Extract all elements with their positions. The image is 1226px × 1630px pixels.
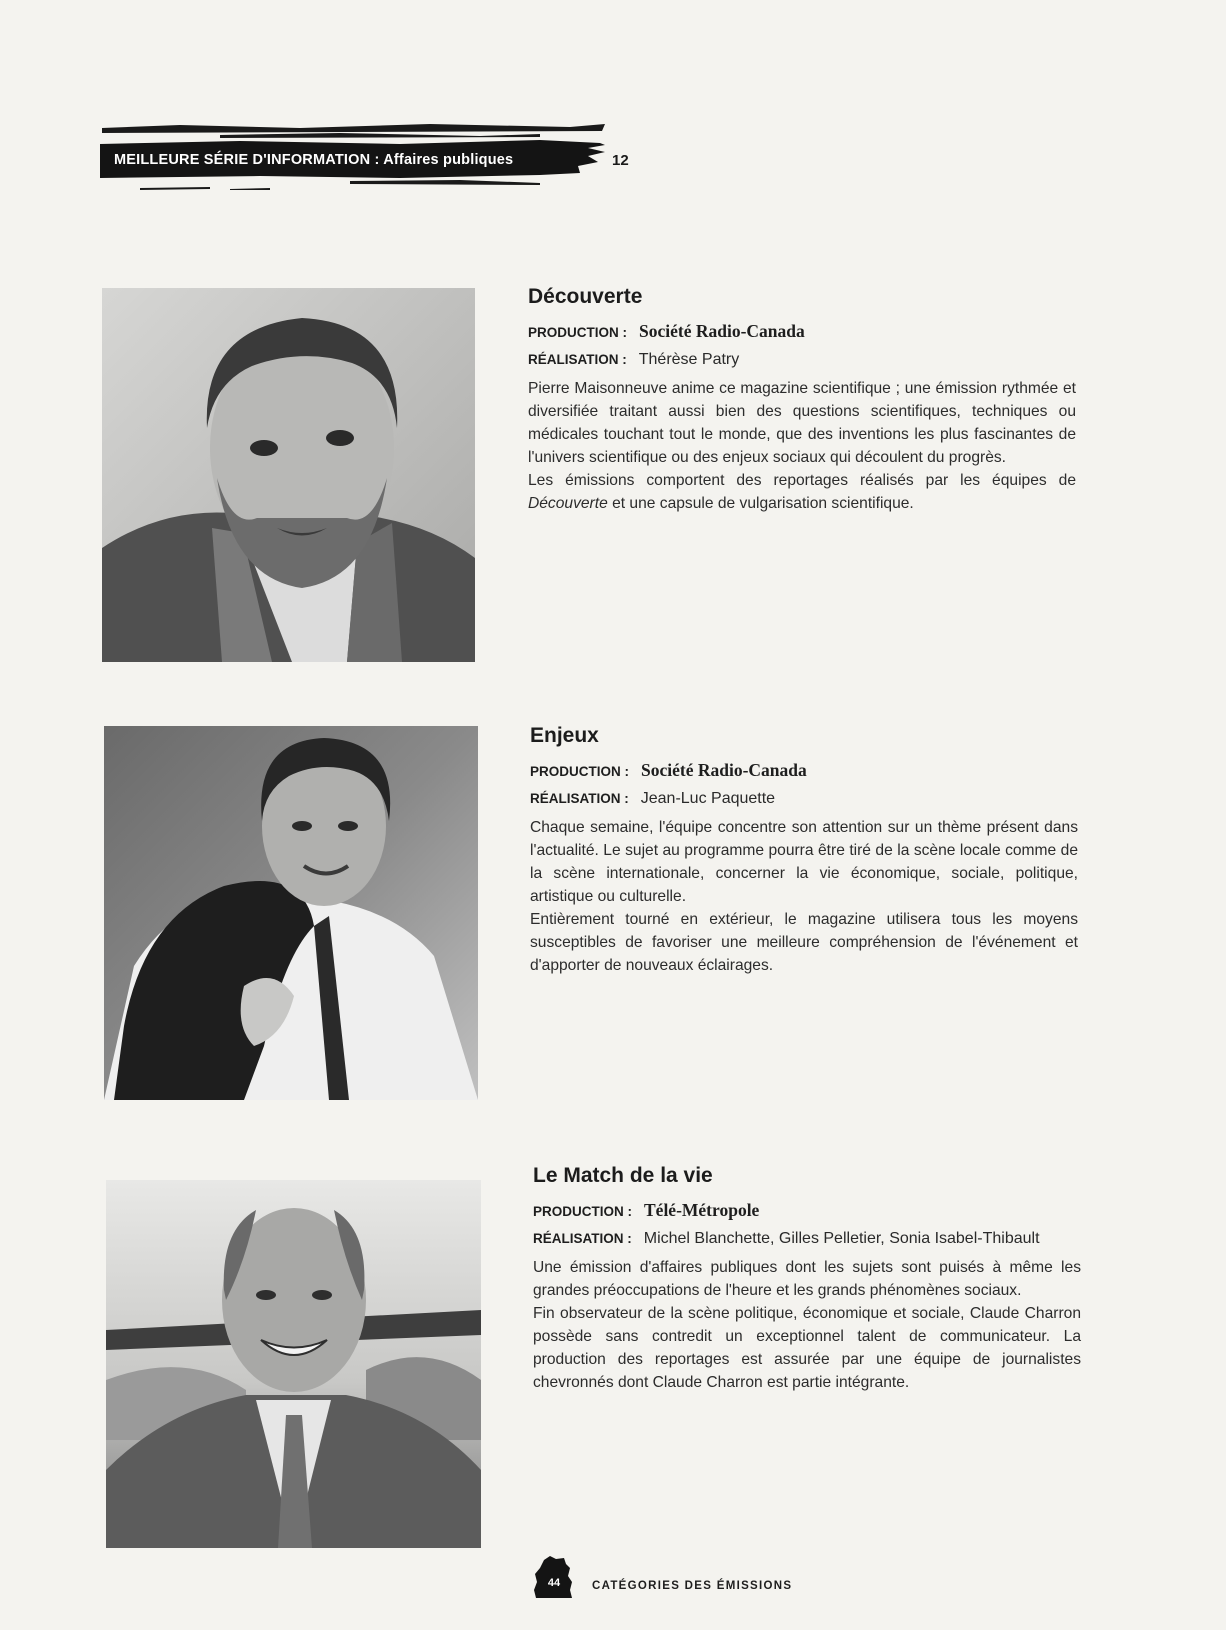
realisation-credit bbox=[533, 1225, 1081, 1252]
description-paragraph: Pierre Maisonneuve anime ce magazine scientifique ; une émission rythmée et diversifiée traitant aussi bien des questions scientifiques, techniques ou médicales touchant tout le monde, que des inventions les plus fascinantes de l'univers scientifique ou des enjeux sociaux qui découlent du progrès. bbox=[528, 380, 1076, 466]
entry-le-match-de-la-vie bbox=[533, 1163, 1081, 1394]
entry-decouverte bbox=[528, 284, 1076, 515]
entry-title: Enjeux bbox=[530, 724, 599, 747]
description-paragraph bbox=[528, 469, 1076, 515]
section-title: MEILLEURE SÉRIE D'INFORMATION : Affaires publiques bbox=[114, 152, 514, 168]
portrait-photo-enjeux bbox=[104, 726, 478, 1100]
production-label: PRODUCTION : bbox=[528, 325, 627, 340]
realisation-credit bbox=[530, 785, 1078, 812]
production-credit bbox=[528, 318, 1076, 346]
description-paragraph: Fin observateur de la scène politique, économique et sociale, Claude Charron possède sans contredit un exceptionnel talent de communicateur. La production des reportages est assurée par une équipe de journalistes chevronnés dont Claude Charron est partie intégrante. bbox=[533, 1305, 1081, 1391]
paragraph-lead: Les émissions comportent des reportages réalisés par les équipes de bbox=[528, 472, 1076, 489]
production-credit bbox=[530, 757, 1078, 785]
production-label: PRODUCTION : bbox=[533, 1204, 632, 1219]
realisation-label: RÉALISATION : bbox=[530, 791, 629, 806]
description-paragraph: Chaque semaine, l'équipe concentre son attention sur un thème présent dans l'actualité. Le sujet au programme pourra être tiré de la scène locale comme de la scène internationale, concerner la vie économique, sociale, politique, artistique ou culturelle. bbox=[530, 819, 1078, 905]
section-number: 12 bbox=[612, 152, 629, 169]
entry-title: Le Match de la vie bbox=[533, 1164, 713, 1187]
entry-description bbox=[528, 377, 1076, 515]
portrait-photo-le-match-de-la-vie bbox=[106, 1180, 481, 1548]
production-value: Télé-Métropole bbox=[644, 1200, 760, 1220]
page-number: 44 bbox=[547, 1577, 561, 1589]
entry-title: Découverte bbox=[528, 285, 643, 308]
realisation-value: Thérèse Patry bbox=[638, 351, 740, 368]
footer-section-label: CATÉGORIES DES ÉMISSIONS bbox=[592, 1580, 793, 1592]
realisation-credit bbox=[528, 346, 1076, 373]
realisation-label: RÉALISATION : bbox=[533, 1231, 632, 1246]
entry-enjeux bbox=[530, 723, 1078, 977]
realisation-value: Jean-Luc Paquette bbox=[640, 790, 776, 807]
realisation-label: RÉALISATION : bbox=[528, 352, 627, 367]
description-paragraph: Entièrement tourné en extérieur, le magazine utilisera tous les moyens susceptibles de favoriser une meilleure compréhension de l'événement et d'apporter de nouveaux éclairages. bbox=[530, 911, 1078, 974]
entry-description bbox=[533, 1256, 1081, 1394]
production-value: Société Radio-Canada bbox=[641, 760, 807, 780]
paragraph-tail: et une capsule de vulgarisation scientifique. bbox=[612, 495, 914, 512]
entry-description bbox=[530, 816, 1078, 977]
program-title-italic: Découverte bbox=[528, 495, 608, 512]
production-value: Société Radio-Canada bbox=[639, 321, 805, 341]
description-paragraph: Une émission d'affaires publiques dont les sujets sont puisés à même les grandes préoccupations de l'heure et les grands phénomènes sociaux. bbox=[533, 1259, 1081, 1299]
realisation-value: Michel Blanchette, Gilles Pelletier, Sonia Isabel-Thibault bbox=[643, 1230, 1040, 1247]
production-credit bbox=[533, 1197, 1081, 1225]
production-label: PRODUCTION : bbox=[530, 764, 629, 779]
portrait-photo-decouverte bbox=[102, 288, 475, 662]
